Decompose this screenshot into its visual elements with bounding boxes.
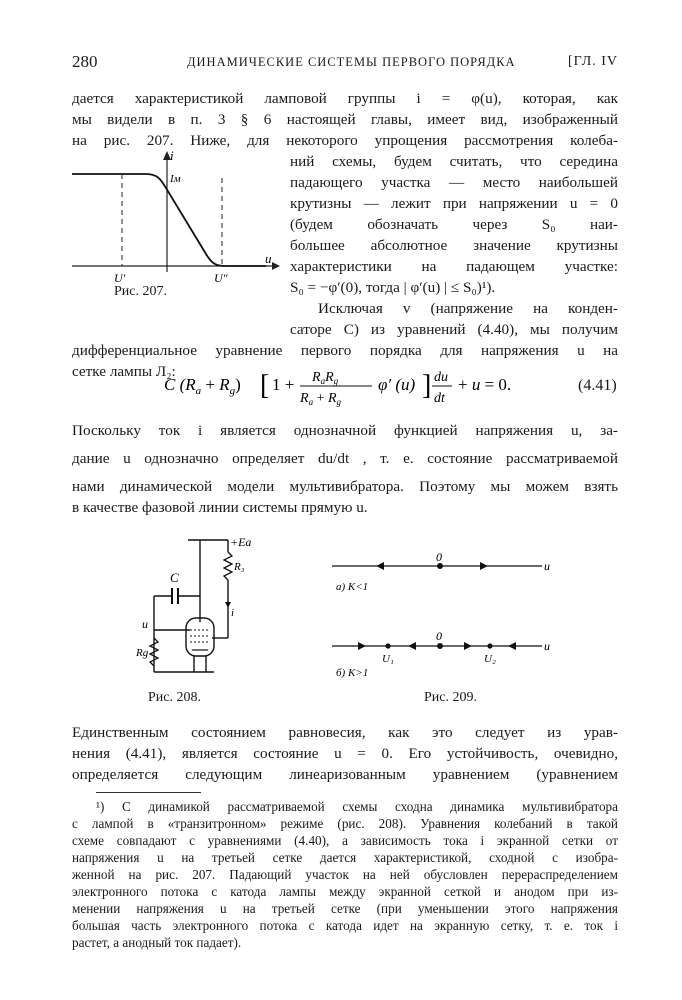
eq-dt: dt (434, 391, 445, 406)
footnote-line-4: напряжения u на третьей сетке дается характеристикой, сходной с изобра- (72, 850, 618, 865)
para1-right-line-4: (будем обозначать через S₀ наи- (290, 216, 618, 233)
fig209-b-case-label: б) K>1 (336, 667, 369, 679)
figure-207 (66, 148, 286, 298)
para4-line-1: Единственным состоянием равновесия, как это следует из урав- (72, 724, 618, 741)
para2-right-line-2: саторе C) из уравнений (4.40), мы получим (290, 321, 618, 338)
fig208-label-rg: Rg (136, 647, 149, 659)
fig209-b-u-label: u (544, 639, 550, 653)
fig209-a-arrow-left-icon (376, 562, 384, 570)
fig209-b-arrow-3-icon (464, 642, 472, 650)
running-title: ДИНАМИЧЕСКИЕ СИСТЕМЫ ПЕРВОГО ПОРЯДКА (187, 55, 516, 69)
eq-frac-num: $R_aR_g$ (312, 370, 339, 386)
fig207-u-arrow-icon (272, 262, 280, 270)
para1-right-line-7: S₀ = −φ′(0), тогда | φ′(u) | ≤ S₀)¹). (290, 279, 496, 296)
para1-line-1: дается характеристикой ламповой группы i = φ(u), которая, как (72, 90, 618, 107)
fig209-b-u2-label: U₂ (484, 653, 496, 665)
footnote-line-8: большая часть электронного потока с катода идет на экранную сетку, т. е. ток i (72, 918, 618, 933)
fig207-label-u2: U″ (214, 271, 228, 285)
footnote-line-1: ¹) С динамикой рассматриваемой схемы сходна динамика мультивибратора (96, 799, 618, 814)
fig209-b-arrow-2-icon (408, 642, 416, 650)
equation-4-41 (0, 364, 682, 410)
eq-phi: φ′ (u) (378, 375, 416, 394)
fig208-label-ea: +Ea (230, 535, 252, 549)
fig207-caption: Рис. 207. (114, 284, 167, 299)
eq-bracket-close: ] (422, 370, 432, 401)
fig209-b-u2-point (487, 643, 492, 648)
eq-left-part: C $(R_a + R_g)$ (164, 375, 241, 397)
eq-frac-den: $R_a + R_g$ (300, 391, 342, 407)
figure-208 (130, 530, 275, 680)
fig207-label-u: u (265, 251, 272, 266)
fig207-label-u1: U′ (114, 271, 126, 285)
fig208-label-i: i (231, 607, 235, 619)
fig208-label-u: u (142, 617, 148, 631)
fig209-a-zero-label: 0 (436, 550, 442, 564)
footnote-line-5: женной на рис. 207. Падающий участок на ней обусловлен перераспределением (72, 867, 618, 882)
fig209-b-zero-label: 0 (436, 629, 442, 643)
fig208-label-c: C (170, 570, 179, 585)
page-number: 280 (72, 52, 98, 71)
equation-number: (4.41) (578, 377, 617, 394)
para3-line-3: нами динамической модели мультивибратора. Поэтому мы можем взять (72, 478, 618, 495)
para4-line-2: нения (4.41), является состояние u = 0. Его устойчивость, очевидно, (72, 745, 618, 762)
fig209-a-arrow-right-icon (480, 562, 488, 570)
eq-du: du (434, 370, 448, 385)
fig209-a-u-label: u (544, 559, 550, 573)
para1-right-line-6: характеристики на падающем участке: (290, 258, 618, 275)
para2-line-1: дифференциальное уравнение первого порядка для напряжения u на (72, 342, 618, 359)
footnote-line-9: растет, а анодный ток падает). (72, 935, 242, 950)
footnote-line-6: электронного потока с катода лампы между экранной сеткой и анодом при из- (72, 884, 618, 899)
eq-one-plus: 1 + (272, 375, 295, 394)
eq-bracket-open: [ (260, 370, 270, 401)
para3-line-4: в качестве фазовой линии системы прямую u. (72, 499, 368, 516)
fig207-characteristic-curve (72, 174, 266, 266)
para4-line-3: определяется следующим линеаризованным уравнением (уравнением (72, 766, 618, 783)
footnote-line-7: менении напряжения u на третьей сетке (при уменьшении этого напряжения (72, 901, 618, 916)
fig208-resistor-rs (224, 552, 232, 580)
fig209-b-u1-label: U₁ (382, 653, 394, 665)
para1-right-line-2: падающего участка — место наибольшей (290, 174, 618, 191)
fig209-caption: Рис. 209. (424, 690, 477, 705)
fig209-a-case-label: а) K<1 (336, 581, 369, 593)
fig208-label-rs: R₃ (234, 561, 245, 573)
figure-209 (328, 550, 558, 680)
para3-line-2: дание u однозначно определяет du/dt , т. е. состояние рассматриваемой (72, 450, 618, 467)
eq-right-part: + u = 0. (458, 375, 512, 394)
page-header (72, 52, 618, 76)
para2-right-line-1: Исключая v (напряжение на конден- (318, 300, 618, 317)
fig209-b-arrow-4-icon (508, 642, 516, 650)
para1-right-line-1: ний схемы, будем считать, что середина (290, 153, 618, 170)
para2-line-2: сетке лампы Л₂: (72, 363, 176, 380)
fig207-label-Im: Iм (170, 173, 181, 185)
para3-line-1: Поскольку ток i является однозначной функцией напряжения u, за- (72, 422, 618, 439)
fig209-b-zero-point (437, 643, 443, 649)
footnote-line-2: с лампой в «транзитронном» режиме (рис. 208). Уравнения колебаний в такой (72, 816, 618, 831)
para1-right-line-5: большее абсолютное значение крутизны (290, 237, 618, 254)
footnote-line-3: схеме совпадают с уравнениями (4.40), а зависимость тока i экранной сетки от (72, 833, 618, 848)
fig209-b-arrow-1-icon (358, 642, 366, 650)
fig208-caption: Рис. 208. (148, 690, 201, 705)
chapter-label: [ГЛ. IV (568, 54, 618, 69)
para1-line-3: на рис. 207. Ниже, для некоторого упрощения рассмотрения колеба- (72, 132, 618, 149)
fig209-b-u1-point (385, 643, 390, 648)
para1-right-line-3: крутизны — лежит при напряжении u = 0 (290, 195, 618, 212)
footnote-rule (96, 792, 201, 793)
fig207-label-i: i (170, 148, 174, 163)
para1-line-2: мы видели в п. 3 § 6 настоящей главы, имеет вид, изображенный (72, 111, 618, 128)
